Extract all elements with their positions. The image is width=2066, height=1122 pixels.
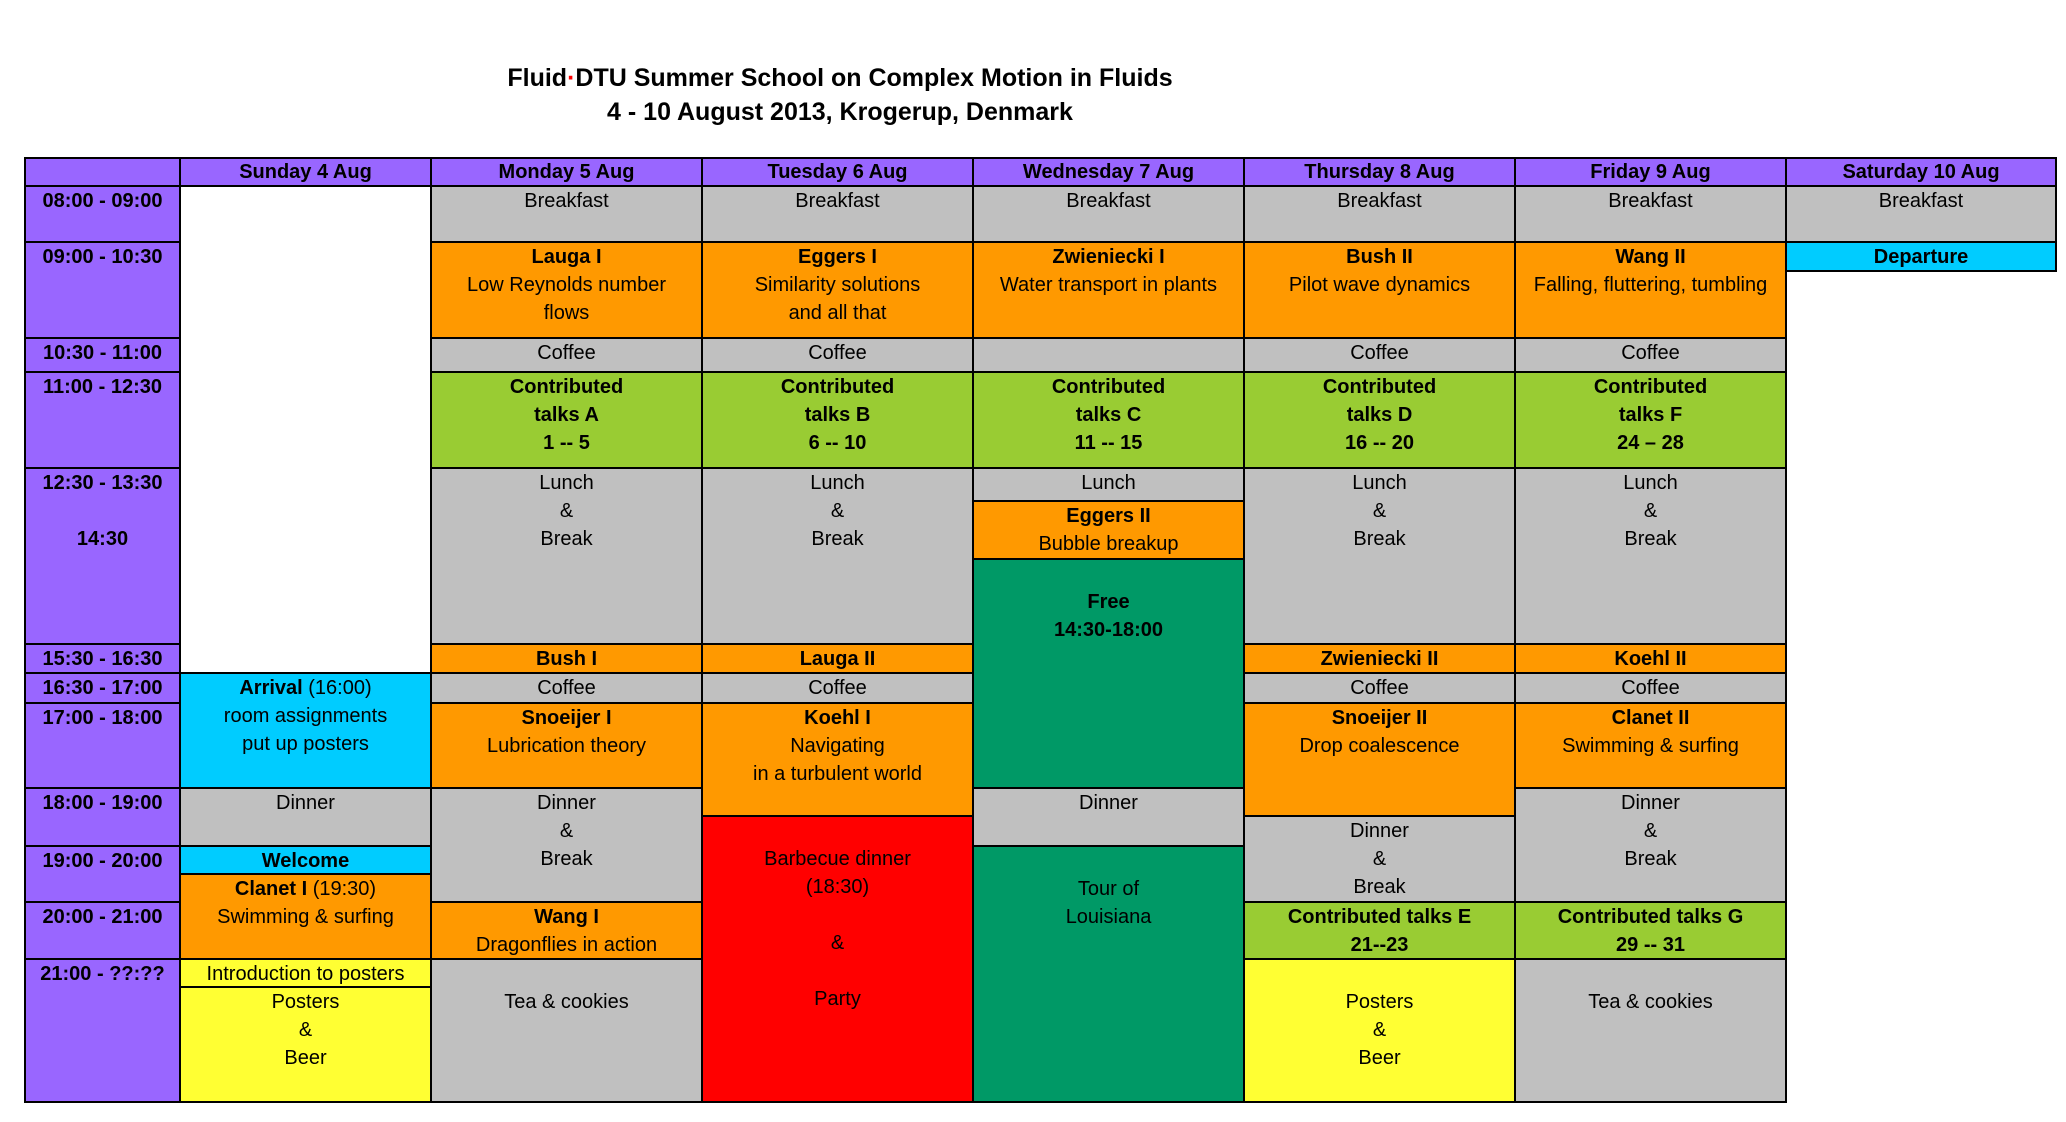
fri-tea [1514,958,1787,1103]
sun-clanet-1-line-0-seg-1: (19:30) [307,878,377,900]
header-sunday-4-aug [179,157,432,187]
thu-posters-line-3: Beer [1358,1047,1401,1069]
mon-tea-line-1: Tea & cookies [504,991,629,1013]
sun-clanet-1-line-0 [181,875,430,903]
tue-barbecue-line-4: & [830,932,845,954]
tue-contributed-line-1: talks B [804,404,871,426]
time-1030 [24,337,181,373]
thu-zwieniecki-2 [1243,643,1516,674]
header-monday-5-aug [430,157,703,187]
time-1700 [24,702,181,789]
wed-coffee [972,337,1245,373]
sun-arrival-line-0 [181,674,430,702]
wed-free [972,558,1245,789]
time-2000 [24,901,181,960]
tue-eggers-1-line-0 [703,243,972,271]
fri-coffee-2-line-0: Coffee [1621,677,1680,699]
mon-snoeijer-1-line-1: Lubrication theory [487,735,646,757]
mon-wang-1 [430,901,703,960]
wed-lunch [972,467,1245,502]
thu-contributed-line-0: Contributed [1322,376,1437,398]
wed-eggers-2 [972,500,1245,560]
sat-breakfast [1785,185,2057,243]
wed-contributed-line-1: talks C [1075,404,1142,426]
time-1230-line-2: 14:30 [76,528,129,550]
time-0800 [24,185,181,243]
fri-contributed-g [1514,901,1787,960]
sat-departure [1785,241,2057,272]
mon-coffee-1-line-0: Coffee [537,342,596,364]
sun-arrival-line-1: room assignments [223,705,388,727]
thu-coffee-2-line-0: Coffee [1350,677,1409,699]
header-wednesday-7-aug [972,157,1245,187]
mon-breakfast [430,185,703,243]
mon-lunch-line-2: Break [540,528,593,550]
mon-contributed-line-0: Contributed [509,376,624,398]
thu-lunch [1243,467,1516,645]
fri-dinner-line-2: Break [1624,848,1677,870]
day-label: Tuesday 6 Aug [767,161,908,183]
tue-coffee-1 [701,337,974,373]
fri-dinner-line-0: Dinner [1621,792,1680,814]
time-1030-line-0: 10:30 - 11:00 [43,342,162,364]
fri-contributed-line-0: Contributed [1593,376,1708,398]
thu-breakfast [1243,185,1516,243]
time-1900 [24,845,181,903]
time-1230 [24,467,181,645]
mon-lauga-1-line-2: flows [543,302,590,324]
wed-free-line-0 [974,560,1243,588]
time-1230-line-1 [26,497,179,525]
thu-snoeijer-2-line-0 [1245,704,1514,732]
wed-tour-line-1: Tour of [1077,878,1140,900]
thu-lunch-line-1: & [1372,500,1387,522]
thu-posters [1243,958,1516,1103]
wed-eggers-2-line-0-seg-0: Eggers II [1066,505,1151,527]
tue-coffee-2-line-0: Coffee [808,677,867,699]
tue-koehl-1-line-1: Navigating [790,735,885,757]
fri-wang-2-line-1: Falling, fluttering, tumbling [1533,274,1768,296]
sun-empty [179,185,432,674]
mon-breakfast-line-0: Breakfast [524,190,609,212]
sun-clanet-1-line-1: Swimming & surfing [217,906,394,928]
wed-lunch-line-0: Lunch [1081,472,1136,494]
sun-welcome-line-0: Welcome [261,850,350,872]
fri-dinner [1514,787,1787,903]
sat-departure-line-0: Departure [1873,246,1969,268]
day-label: Friday 9 Aug [1590,161,1711,183]
fri-koehl-2 [1514,643,1787,674]
tue-koehl-1-line-2: in a turbulent world [753,763,922,785]
wed-zwieniecki-1 [972,241,1245,339]
time-1700-line-0: 17:00 - 18:00 [42,707,163,729]
tue-lauga-2 [701,643,974,674]
fri-clanet-2 [1514,702,1787,789]
thu-bush-2-line-0 [1245,243,1514,271]
sun-arrival-line-2: put up posters [242,733,369,755]
mon-contributed-line-2: 1 -- 5 [543,432,590,454]
tue-koehl-1-line-0-seg-0: Koehl I [804,707,871,729]
fri-coffee-1 [1514,337,1787,373]
wed-breakfast-line-0: Breakfast [1066,190,1151,212]
mon-lunch-line-0: Lunch [539,472,594,494]
tue-koehl-1-line-0 [703,704,972,732]
time-1100-line-0: 11:00 - 12:30 [43,376,162,398]
header-saturday-10-aug [1785,157,2057,187]
mon-lauga-1-line-0-seg-0: Lauga I [531,246,602,268]
thu-lunch-line-2: Break [1353,528,1406,550]
header-friday-9-aug [1514,157,1787,187]
mon-contributed-line-1: talks A [534,404,599,426]
time-1800-line-0: 18:00 - 19:00 [42,792,163,814]
wed-tour-line-0 [974,847,1243,875]
mon-snoeijer-1-line-0 [432,704,701,732]
thu-contributed-line-1: talks D [1346,404,1413,426]
wed-free-line-1: Free [1087,591,1130,613]
day-label: Wednesday 7 Aug [1022,161,1195,183]
page-subtitle: 4 - 10 August 2013, Krogerup, Denmark [607,98,1073,126]
header-corner [24,157,181,187]
thu-contributed-line-2: 16 -- 20 [1345,432,1414,454]
header-tuesday-6-aug [701,157,974,187]
fri-lunch [1514,467,1787,645]
mon-dinner-line-1: & [559,820,574,842]
sun-welcome [179,845,432,875]
tue-contributed [701,371,974,469]
mon-coffee-2-line-0: Coffee [537,677,596,699]
mon-dinner [430,787,703,903]
time-2100 [24,958,181,1103]
fri-lunch-line-1: & [1643,500,1658,522]
thu-posters-line-1: Posters [1345,991,1414,1013]
mon-bush-1-line-0-seg-0: Bush I [535,648,598,670]
wed-contributed-line-2: 11 -- 15 [1074,432,1143,454]
tue-barbecue-line-6: Party [814,988,861,1010]
sun-arrival-line-0-seg-1: (16:00) [302,677,372,699]
time-1900-line-0: 19:00 - 20:00 [42,850,163,872]
tue-lauga-2-line-0 [703,645,972,673]
day-label: Monday 5 Aug [498,161,635,183]
tue-barbecue [701,815,974,1103]
fri-dinner-line-1: & [1643,820,1658,842]
tue-eggers-1-line-0-seg-0: Eggers I [798,246,877,268]
day-label: Sunday 4 Aug [239,161,372,183]
mon-dinner-line-0: Dinner [537,792,596,814]
tue-barbecue-line-1: Barbecue dinner [764,848,911,870]
time-1230-line-0: 12:30 - 13:30 [42,472,163,494]
wed-free-line-2: 14:30-18:00 [1054,619,1163,641]
sun-posters-line-1: & [298,1019,313,1041]
tue-barbecue-line-2: (18:30) [805,876,870,898]
thu-snoeijer-2 [1243,702,1516,817]
day-label: Thursday 8 Aug [1304,161,1455,183]
title-rest: DTU Summer School on Complex Motion in Fluids [575,64,1173,92]
time-1630 [24,672,181,704]
mon-wang-1-line-1: Dragonflies in action [475,934,658,956]
sun-intro-posters-line-0: Introduction to posters [206,963,405,985]
time-2000-line-0: 20:00 - 21:00 [42,906,163,928]
mon-bush-1 [430,643,703,674]
thu-posters-line-0 [1245,960,1514,988]
fri-coffee-1-line-0: Coffee [1621,342,1680,364]
tue-lauga-2-line-0-seg-0: Lauga II [799,648,876,670]
time-0900 [24,241,181,339]
tue-coffee-1-line-0: Coffee [808,342,867,364]
thu-bush-2 [1243,241,1516,339]
time-1100 [24,371,181,469]
thu-coffee-1 [1243,337,1516,373]
tue-contributed-line-0: Contributed [780,376,895,398]
thu-contributed-e-line-0: Contributed talks E [1287,906,1472,928]
tue-lunch-line-1: & [830,500,845,522]
fri-lunch-line-0: Lunch [1623,472,1678,494]
mon-dinner-line-2: Break [540,848,593,870]
sun-posters [179,986,432,1103]
fri-contributed-line-1: talks F [1618,404,1683,426]
wed-dinner [972,787,1245,847]
mon-snoeijer-1 [430,702,703,789]
sun-dinner-line-0: Dinner [276,792,335,814]
time-1630-line-0: 16:30 - 17:00 [42,677,163,699]
wed-contributed [972,371,1245,469]
fri-koehl-2-line-0 [1516,645,1785,673]
sun-arrival-line-0-seg-0: Arrival [239,677,303,699]
thu-zwieniecki-2-line-0 [1245,645,1514,673]
thu-contributed [1243,371,1516,469]
sun-dinner [179,787,432,847]
mon-wang-1-line-0-seg-0: Wang I [534,906,599,928]
fri-tea-line-0 [1516,960,1785,988]
sun-intro-posters [179,958,432,988]
tue-coffee-2 [701,672,974,704]
mon-wang-1-line-0 [432,903,701,931]
fri-wang-2-line-0-seg-0: Wang II [1615,246,1686,268]
tue-eggers-1-line-2: and all that [788,302,887,324]
fri-lunch-line-2: Break [1624,528,1677,550]
fri-breakfast [1514,185,1787,243]
mon-lunch-line-1: & [559,500,574,522]
time-0800-line-0: 08:00 - 09:00 [42,190,163,212]
sun-arrival [179,672,432,789]
mon-lauga-1-line-0 [432,243,701,271]
wed-tour-line-2: Louisiana [1065,906,1152,928]
thu-dinner-line-2: Break [1353,876,1406,898]
sun-posters-line-0: Posters [271,991,340,1013]
thu-posters-line-2: & [1372,1019,1387,1041]
tue-breakfast-line-0: Breakfast [795,190,880,212]
time-1800 [24,787,181,847]
time-2100-line-0: 21:00 - ??:?? [40,963,165,985]
thu-snoeijer-2-line-1: Drop coalescence [1299,735,1460,757]
thu-contributed-e [1243,901,1516,960]
thu-dinner-line-0: Dinner [1350,820,1409,842]
tue-breakfast [701,185,974,243]
fri-tea-line-1: Tea & cookies [1588,991,1713,1013]
thu-coffee-1-line-0: Coffee [1350,342,1409,364]
thu-coffee-2 [1243,672,1516,704]
thu-bush-2-line-0-seg-0: Bush II [1346,246,1413,268]
wed-zwieniecki-1-line-0-seg-0: Zwieniecki I [1052,246,1165,268]
tue-eggers-1-line-1: Similarity solutions [754,274,921,296]
wed-tour [972,845,1245,1103]
mon-bush-1-line-0 [432,645,701,673]
time-0900-line-0: 09:00 - 10:30 [42,246,163,268]
time-1530-line-0: 15:30 - 16:30 [42,648,163,670]
fri-clanet-2-line-0-seg-0: Clanet II [1611,707,1690,729]
fri-contributed-g-line-1: 29 -- 31 [1616,934,1685,956]
mon-tea-line-0 [432,960,701,988]
day-label: Saturday 10 Aug [1842,161,2000,183]
mon-lauga-1 [430,241,703,339]
fri-breakfast-line-0: Breakfast [1608,190,1693,212]
wed-breakfast [972,185,1245,243]
thu-snoeijer-2-line-0-seg-0: Snoeijer II [1331,707,1428,729]
wed-zwieniecki-1-line-0 [974,243,1243,271]
thu-lunch-line-0: Lunch [1352,472,1407,494]
mon-coffee-2 [430,672,703,704]
mon-snoeijer-1-line-0-seg-0: Snoeijer I [521,707,612,729]
tue-barbecue-line-3 [703,901,972,929]
wed-zwieniecki-1-line-1: Water transport in plants [999,274,1218,296]
wed-eggers-2-line-0 [974,502,1243,530]
mon-contributed [430,371,703,469]
thu-dinner-line-1: & [1372,848,1387,870]
sun-clanet-1-line-0-seg-0: Clanet I [234,878,308,900]
tue-barbecue-line-0 [703,817,972,845]
title-dot: · [567,64,576,92]
thu-breakfast-line-0: Breakfast [1337,190,1422,212]
mon-lunch [430,467,703,645]
mon-coffee-1 [430,337,703,373]
tue-contributed-line-2: 6 -- 10 [808,432,867,454]
tue-lunch-line-0: Lunch [810,472,865,494]
mon-lauga-1-line-1: Low Reynolds number [467,274,666,296]
tue-lunch [701,467,974,645]
fri-clanet-2-line-1: Swimming & surfing [1562,735,1739,757]
sun-clanet-1 [179,873,432,960]
fri-wang-2 [1514,241,1787,339]
sun-posters-line-2: Beer [284,1047,327,1069]
time-1530 [24,643,181,674]
thu-dinner [1243,815,1516,903]
wed-contributed-line-0: Contributed [1051,376,1166,398]
tue-lunch-line-2: Break [811,528,864,550]
fri-contributed-line-2: 24 – 28 [1617,432,1684,454]
fri-clanet-2-line-0 [1516,704,1785,732]
sat-breakfast-line-0: Breakfast [1878,190,1964,212]
wed-eggers-2-line-1: Bubble breakup [1038,533,1179,555]
fri-wang-2-line-0 [1516,243,1785,271]
header-thursday-8-aug [1243,157,1516,187]
wed-dinner-line-0: Dinner [1079,792,1138,814]
fri-coffee-2 [1514,672,1787,704]
fri-koehl-2-line-0-seg-0: Koehl II [1614,648,1687,670]
title-fluid: Fluid [507,64,568,92]
thu-bush-2-line-1: Pilot wave dynamics [1288,274,1471,296]
tue-koehl-1 [701,702,974,817]
tue-barbecue-line-5 [703,957,972,985]
tue-eggers-1 [701,241,974,339]
mon-tea [430,958,703,1103]
fri-contributed-g-line-0: Contributed talks G [1557,906,1744,928]
fri-contributed [1514,371,1787,469]
thu-zwieniecki-2-line-0-seg-0: Zwieniecki II [1320,648,1439,670]
thu-contributed-e-line-1: 21--23 [1350,934,1409,956]
